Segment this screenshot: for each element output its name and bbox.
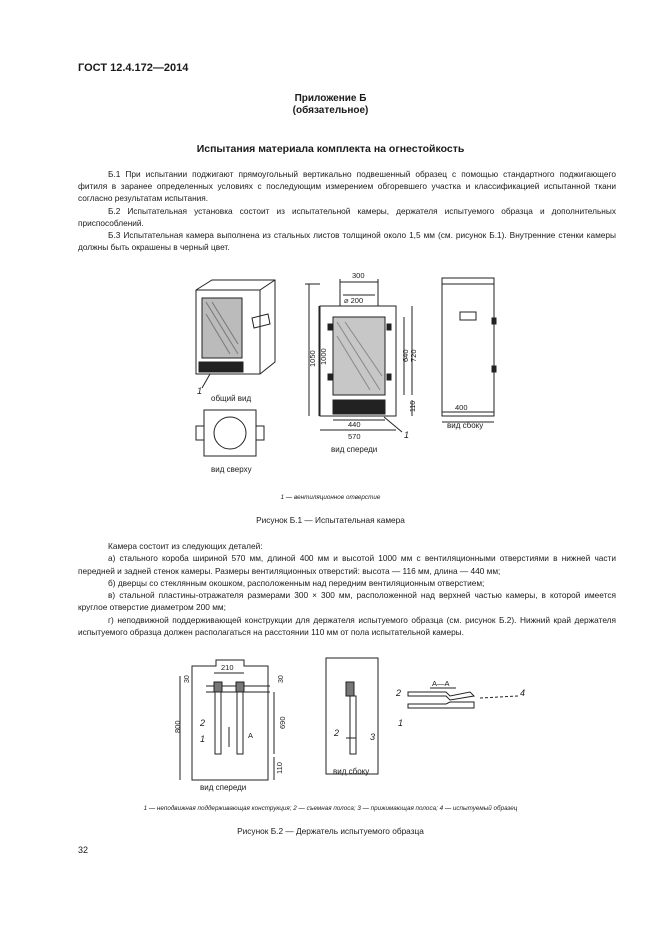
paragraph-b2: Б.2 Испытательная установка состоит из испытательной камеры, держателя испытуемого образца и дополнительных приспособлений. [78,206,616,229]
label-section-aa: A—A [432,679,450,688]
figure1-legend: 1 — вентиляционное отверстие [280,494,381,501]
appendix-status: (обязательное) [292,105,369,116]
dim-1000: 1000 [319,348,328,365]
paragraph-b3: Б.3 Испытательная камера выполнена из стальных листов толщиной около 1,5 мм (см. рисунок Б.1). Внутренние стенки камеры должны быть окрашены в черный цвет. [78,230,616,253]
figure-test-chamber [0,262,661,502]
label-holder-front-view: вид спереди [200,783,247,792]
label-n2-side: 2 [334,728,340,738]
callout-1: 1 [197,386,203,396]
dim-690: 690 [278,716,287,729]
holder-side-view [326,658,378,774]
list-item-c: в) стальной пластины-отражателя размерами 300 × 300 мм, расположенной над верхней частью камеры, в которой имеется круглое отверстие диаметром 200 мм; [78,590,616,613]
label-n2-section: 2 [396,688,402,698]
label-n1-section: 1 [398,718,404,728]
dim-210: 210 [221,663,234,672]
label-holder-side-view: вид сбоку [333,767,370,776]
dim-440: 440 [348,420,361,429]
dim-1050: 1050 [308,350,317,367]
chamber-top-view [196,410,264,456]
dim-30a: 30 [184,675,191,683]
paragraph-b1: Б.1 При испытании поджигают прямоугольный вертикально подвешенный образец с помощью стандартного поджигающего фитиля в заранее определенных условиях с последующим измерением обгоревшего участка и классификацией испытанной ткани согласно результатам испытания. [78,169,616,204]
list-intro: Камера состоит из следующих деталей: [108,541,263,551]
label-front-view: вид спереди [331,445,378,454]
dim-116: 116 [410,400,417,412]
dim-300: 300 [352,271,365,280]
dim-720: 720 [409,349,418,362]
label-n1-front: 1 [200,734,206,744]
figure1-caption: Рисунок Б.1 — Испытательная камера [256,515,405,525]
dim-30b: 30 [278,675,285,683]
list-item-a: а) стального короба шириной 570 мм, длиной 400 мм и высотой 1000 мм с вентиляционными отверстиями в нижней части передней и задней стенок камеры. Размеры вентиляционных отверстий: высота — 116 мм, длина — 440 мм; [78,553,616,576]
label-general-view: общий вид [211,394,252,403]
label-n4-section: 4 [520,688,526,698]
page-number: 32 [78,845,89,855]
document-header: ГОСТ 12.4.172—2014 [78,62,189,74]
list-item-d: г) неподвижной поддерживающей конструкции для держателя испытуемого образца (см. рисунок Б.2). Нижний край держателя испытуемого образца должен располагаться на расстоянии 110 мм от пола испытательной камеры. [78,614,616,638]
label-side-view: вид сбоку [447,421,484,430]
dim-200: ⌀ 200 [344,296,364,305]
label-top-view: вид сверху [211,465,252,474]
dim-640: 640 [401,349,410,362]
dim-570: 570 [348,432,361,441]
dim-800: 800 [173,720,182,733]
chamber-general-view [196,280,275,374]
figure-specimen-holder [0,652,661,797]
dim-110: 110 [275,762,284,774]
callout-1-front: 1 [404,430,410,440]
label-n2-front: 2 [200,718,206,728]
label-section-a: A [248,731,254,740]
chamber-parts-list [78,540,616,638]
appendix-title: Приложение Б [294,93,367,104]
chamber-side-view [442,278,496,422]
label-n3-side: 3 [370,732,376,742]
figure2-caption: Рисунок Б.2 — Держатель испытуемого образца [237,826,424,836]
holder-front-view [180,660,274,780]
holder-section-aa [408,688,474,708]
dim-400: 400 [455,403,468,412]
figure2-legend: 1 — неподвижная поддерживающая конструкция; 2 — съемная полоса; 3 — прижимающая полоса; 4 — испытуемый образец [143,805,518,812]
section-title: Испытания материала комплекта на огнестойкость [196,143,465,155]
list-item-b: б) дверцы со стеклянным окошком, расположенным над передним вентиляционным отверстием; [108,577,485,588]
